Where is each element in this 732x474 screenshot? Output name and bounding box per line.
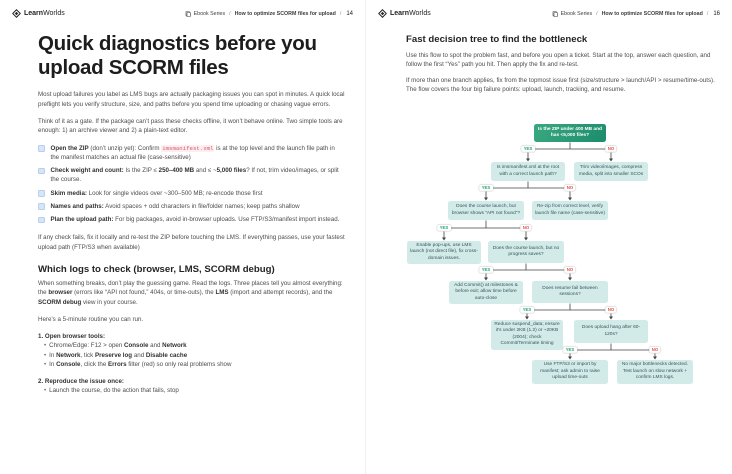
flow-node-reduce-suspend-data: Reduce suspend_data; ensure it’s under 2KB (1.2) or ~20KB (2004); check Commit/Terminate timing <box>491 320 563 350</box>
preflight-checklist <box>38 145 345 226</box>
breadcrumb-separator: / <box>706 10 709 17</box>
bullet-glyph: • <box>44 360 47 368</box>
page-number: 16 <box>713 10 720 17</box>
checklist-item <box>38 203 345 212</box>
breadcrumb-series: Ebook Series <box>193 10 226 17</box>
breadcrumb <box>552 11 720 17</box>
learnworlds-logo-icon <box>12 9 21 18</box>
bullet-list <box>38 341 345 369</box>
bullet-glyph: • <box>44 351 47 359</box>
paragraph: Use this flow to spot the problem fast, and before you open a ticket. Start at the top, answer each question, and follow the first “Yes” path you hit. Then apply the fix and re-test. <box>406 52 711 69</box>
bullet-glyph: • <box>44 387 47 395</box>
section-heading: Fast decision tree to find the bottleneck <box>406 34 588 45</box>
paragraph: Most upload failures you label as LMS bugs are actually packaging issues you can spot in minutes. A quick local preflight lets you verify structure, size, and paths before you spend time uploading or chasing vague errors. <box>38 91 345 108</box>
paragraph: When something breaks, don’t play the guessing game. Read the logs. Three places tell you almost everything: the browser (errors like “API not found,” 404s, or time-outs), the LMS (import and attempt records), and the SCORM debug view in your course. <box>38 280 343 306</box>
no-label: NO <box>649 347 660 353</box>
flow-node-manifest-root: Is imsmanifest.xml at the root with a correct launch path? <box>491 162 565 181</box>
checklist-item <box>38 145 345 163</box>
paragraph: Think of it as a gate. If the package can’t pass these checks offline, it won’t behave online. Two simple tools are enough: 1) an archive viewer and 2) a plain-text editor. <box>38 117 343 135</box>
left-page-content <box>0 18 365 395</box>
checkbox-unchecked[interactable] <box>38 168 45 175</box>
paragraph: If any check fails, fix it locally and re-test the ZIP before touching the LMS. If everything passes, use your fastest upload path (FTP/S3 when available) <box>38 234 345 251</box>
brand-worlds: Worlds <box>43 10 65 17</box>
checklist-item <box>38 190 345 199</box>
brand-learn: Learn <box>24 10 44 17</box>
checkbox-unchecked[interactable] <box>38 217 45 224</box>
right-page-content <box>366 18 732 94</box>
breadcrumb-doc-title: How to optimize SCORM files for upload <box>234 10 336 17</box>
checklist-item <box>38 216 345 225</box>
page-number: 14 <box>346 10 353 17</box>
brand-logo <box>12 9 65 18</box>
ebook-icon <box>185 11 191 17</box>
brand-learn: Learn <box>390 10 410 17</box>
yes-label: YES <box>520 307 534 313</box>
brand-wordmark <box>24 10 65 17</box>
no-label: NO <box>605 307 616 313</box>
section-heading: Which logs to check (browser, LMS, SCORM debug) <box>38 264 275 276</box>
paragraph: If more than one branch applies, fix from the topmost issue first (size/structure > launch/API > resume/time-outs). The flow covers the four big failure points: upload, launch, tracking, and resume. <box>406 76 715 93</box>
yes-label: YES <box>437 225 451 231</box>
no-label: NO <box>520 225 531 231</box>
yes-label: YES <box>563 347 577 353</box>
breadcrumb-doc-title: How to optimize SCORM files for upload <box>601 10 703 17</box>
checklist-item <box>38 167 345 185</box>
checklist-item-text: Skim media: Look for single videos over ~300–500 MB; re-encode those first <box>50 189 263 197</box>
checklist-item-text: Check weight and count: Is the ZIP ≤ 250–400 MB and ≤ ~5,000 files? If not, trim video/images, or split the course. <box>50 167 339 184</box>
yes-label: YES <box>521 146 535 152</box>
list-item <box>38 341 345 350</box>
flow-node-enable-popups: Enable pop-ups, use LMS launch (not direct file), fix cross-domain issues. <box>407 241 481 264</box>
list-item-text: Launch the course, do the action that fails, stop <box>49 387 179 395</box>
decision-tree-flowchart <box>366 118 732 438</box>
flow-node-resume-fail: Does resume fail between sessions? <box>532 281 608 303</box>
list-item-text: Chrome/Edge: F12 > open Console and Network <box>49 342 187 350</box>
list-item <box>38 351 345 360</box>
yes-label: YES <box>479 267 493 273</box>
checkbox-unchecked[interactable] <box>38 190 45 197</box>
step-heading: 2. Reproduce the issue once: <box>38 378 124 386</box>
checklist-item-text: Plan the upload path: For big packages, avoid in-browser uploads. Use FTP/S3/manifest import instead. <box>50 216 340 224</box>
bullet-glyph: • <box>44 342 47 350</box>
checkbox-unchecked[interactable] <box>38 145 45 152</box>
yes-label: YES <box>479 185 493 191</box>
brand-logo <box>378 9 431 18</box>
page-header <box>366 0 732 18</box>
step-heading: 1. Open browser tools: <box>38 333 106 341</box>
page-header <box>0 0 365 18</box>
flow-node-zip-size: Is the ZIP under 400 MB and has <5,000 files? <box>534 124 606 142</box>
flow-node-upload-hang: Does upload hang after 60-120s? <box>574 320 648 343</box>
paragraph: Here’s a 5-minute routine you can run. <box>38 315 144 323</box>
page-title: Quick diagnostics before you upload SCORM files <box>38 32 317 80</box>
page-right <box>366 0 732 474</box>
flow-node-rezip: Re-zip from correct level, verify launch file name (case-sensitive) <box>532 201 608 220</box>
checkbox-unchecked[interactable] <box>38 203 45 210</box>
brand-worlds: Worlds <box>409 10 431 17</box>
flow-node-add-commit: Add Commit() at milestones & before exit; allow time before auto-close <box>449 281 523 304</box>
breadcrumb-separator: / <box>229 10 231 17</box>
breadcrumb-separator: / <box>339 10 342 17</box>
breadcrumb <box>185 11 353 17</box>
learnworlds-logo-icon <box>378 9 387 18</box>
checklist-item-text: Names and paths: Avoid spaces + odd characters in file/folder names; keep paths shallow <box>50 202 300 210</box>
no-label: NO <box>605 146 616 152</box>
ebook-icon <box>552 11 558 17</box>
list-item-text: In Console, click the Errors filter (red) so only real problems show <box>49 360 232 368</box>
breadcrumb-separator: / <box>596 10 598 17</box>
bullet-list <box>38 386 345 395</box>
flow-node-api-not-found: Does the course launch, but browser shows “API not found”? <box>448 201 524 220</box>
no-label: NO <box>564 185 575 191</box>
checklist-item-text: Open the ZIP (don’t unzip yet): Confirm imsmanifest.xml is at the top level and the launch file path in the manifest matches an actual file (case-sensitive) <box>50 144 335 161</box>
breadcrumb-series: Ebook Series <box>560 10 593 17</box>
flow-node-use-ftp: Use FTP/S3 or import by manifest; ask admin to raise upload time-outs <box>532 360 608 384</box>
list-item-text: In Network, tick Preserve log and Disable cache <box>49 351 188 359</box>
no-label: NO <box>564 267 575 273</box>
flow-node-no-progress: Does the course launch, but no progress saves? <box>488 241 564 263</box>
brand-wordmark <box>390 10 431 17</box>
list-item <box>38 386 345 395</box>
list-item <box>38 360 345 369</box>
flow-node-no-bottleneck: No major bottlenecks detected. Test launch on slow network + confirm LMS logs. <box>617 360 693 384</box>
flow-node-trim-media: Trim video/images, compress media, split into smaller SCOs <box>574 162 648 181</box>
